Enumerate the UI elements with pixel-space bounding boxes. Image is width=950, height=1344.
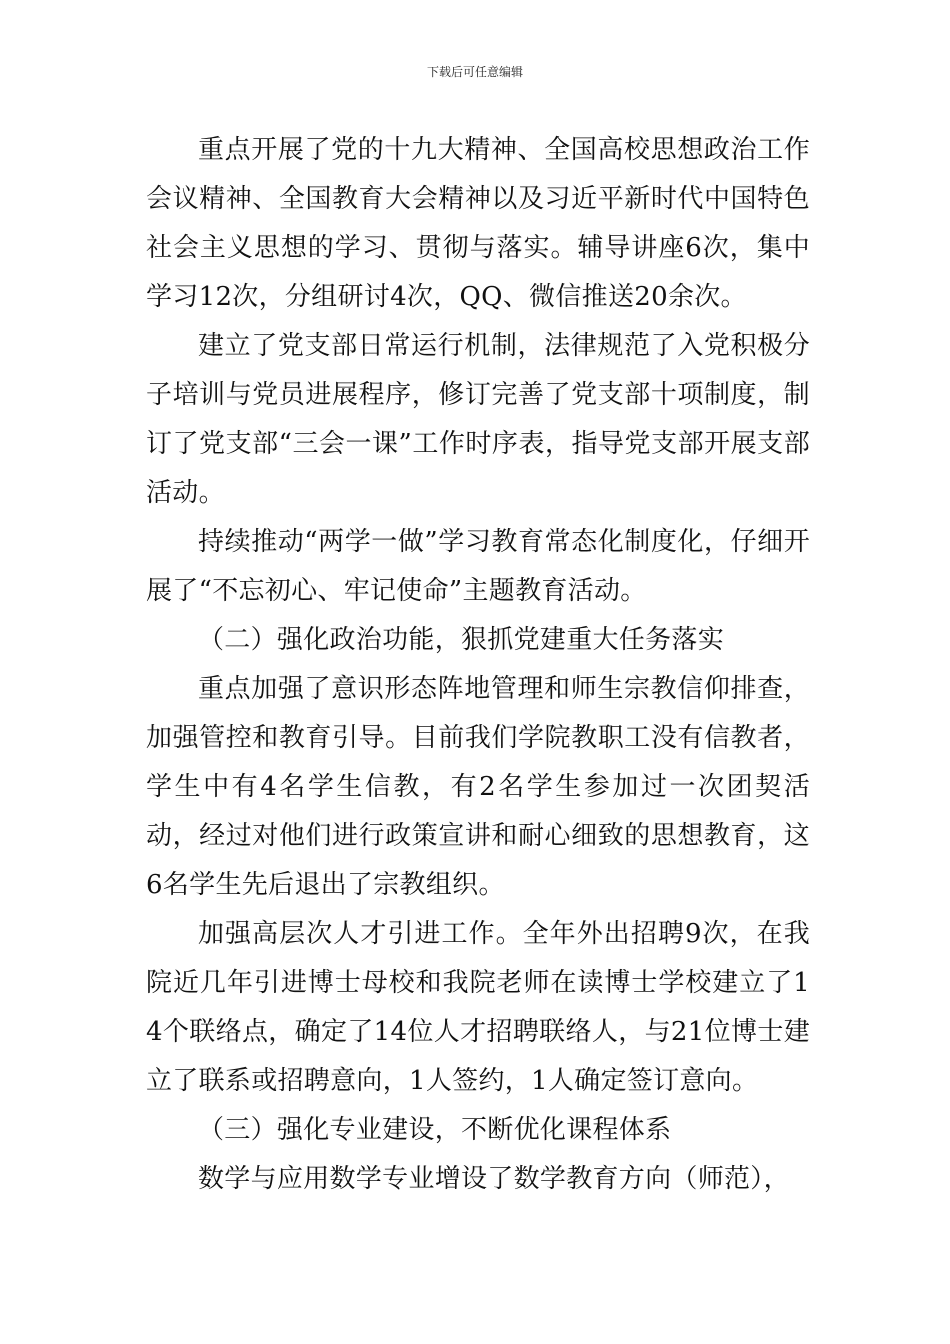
document-body — [146, 126, 810, 1204]
paragraph-talent: 加强高层次人才引进工作。全年外出招聘9次，在我院近几年引进博士母校和我院老师在读博士学校建立了14个联络点，确定了14位人才招聘联络人，与21位博士建立了联系或招聘意向，1人签约，1人确定签订意向。 — [146, 919, 810, 1096]
paragraph-ideology: 重点加强了意识形态阵地管理和师生宗教信仰排查，加强管控和教育引导。目前我们学院教职工没有信教者，学生中有4名学生信教，有2名学生参加过一次团契活动，经过对他们进行政策宣讲和耐心细致的思想教育，这6名学生先后退出了宗教组织。 — [146, 674, 810, 900]
paragraph-education-activity: 持续推动“两学一做”学习教育常态化制度化，仔细开展了“不忘初心、牢记使命”主题教育活动。 — [146, 527, 810, 606]
page-header: 下载后可任意编辑 — [426, 65, 523, 79]
paragraph-branch-mechanism: 建立了党支部日常运行机制，法律规范了入党积极分子培训与党员进展程序，修订完善了党支部十项制度，制订了党支部“三会一课”工作时序表，指导党支部开展支部活动。 — [146, 331, 810, 508]
paragraph-study: 重点开展了党的十九大精神、全国高校思想政治工作会议精神、全国教育大会精神以及习近平新时代中国特色社会主义思想的学习、贯彻与落实。辅导讲座6次，集中学习12次，分组研讨4次，QQ、微信推送20余次。 — [146, 135, 810, 312]
paragraph-major: 数学与应用数学专业增设了数学教育方向（师范）， — [198, 1164, 790, 1194]
section-heading-2: （二）强化政治功能，狠抓党建重大任务落实 — [198, 625, 725, 655]
section-heading-3: （三）强化专业建设，不断优化课程体系 — [198, 1115, 672, 1145]
